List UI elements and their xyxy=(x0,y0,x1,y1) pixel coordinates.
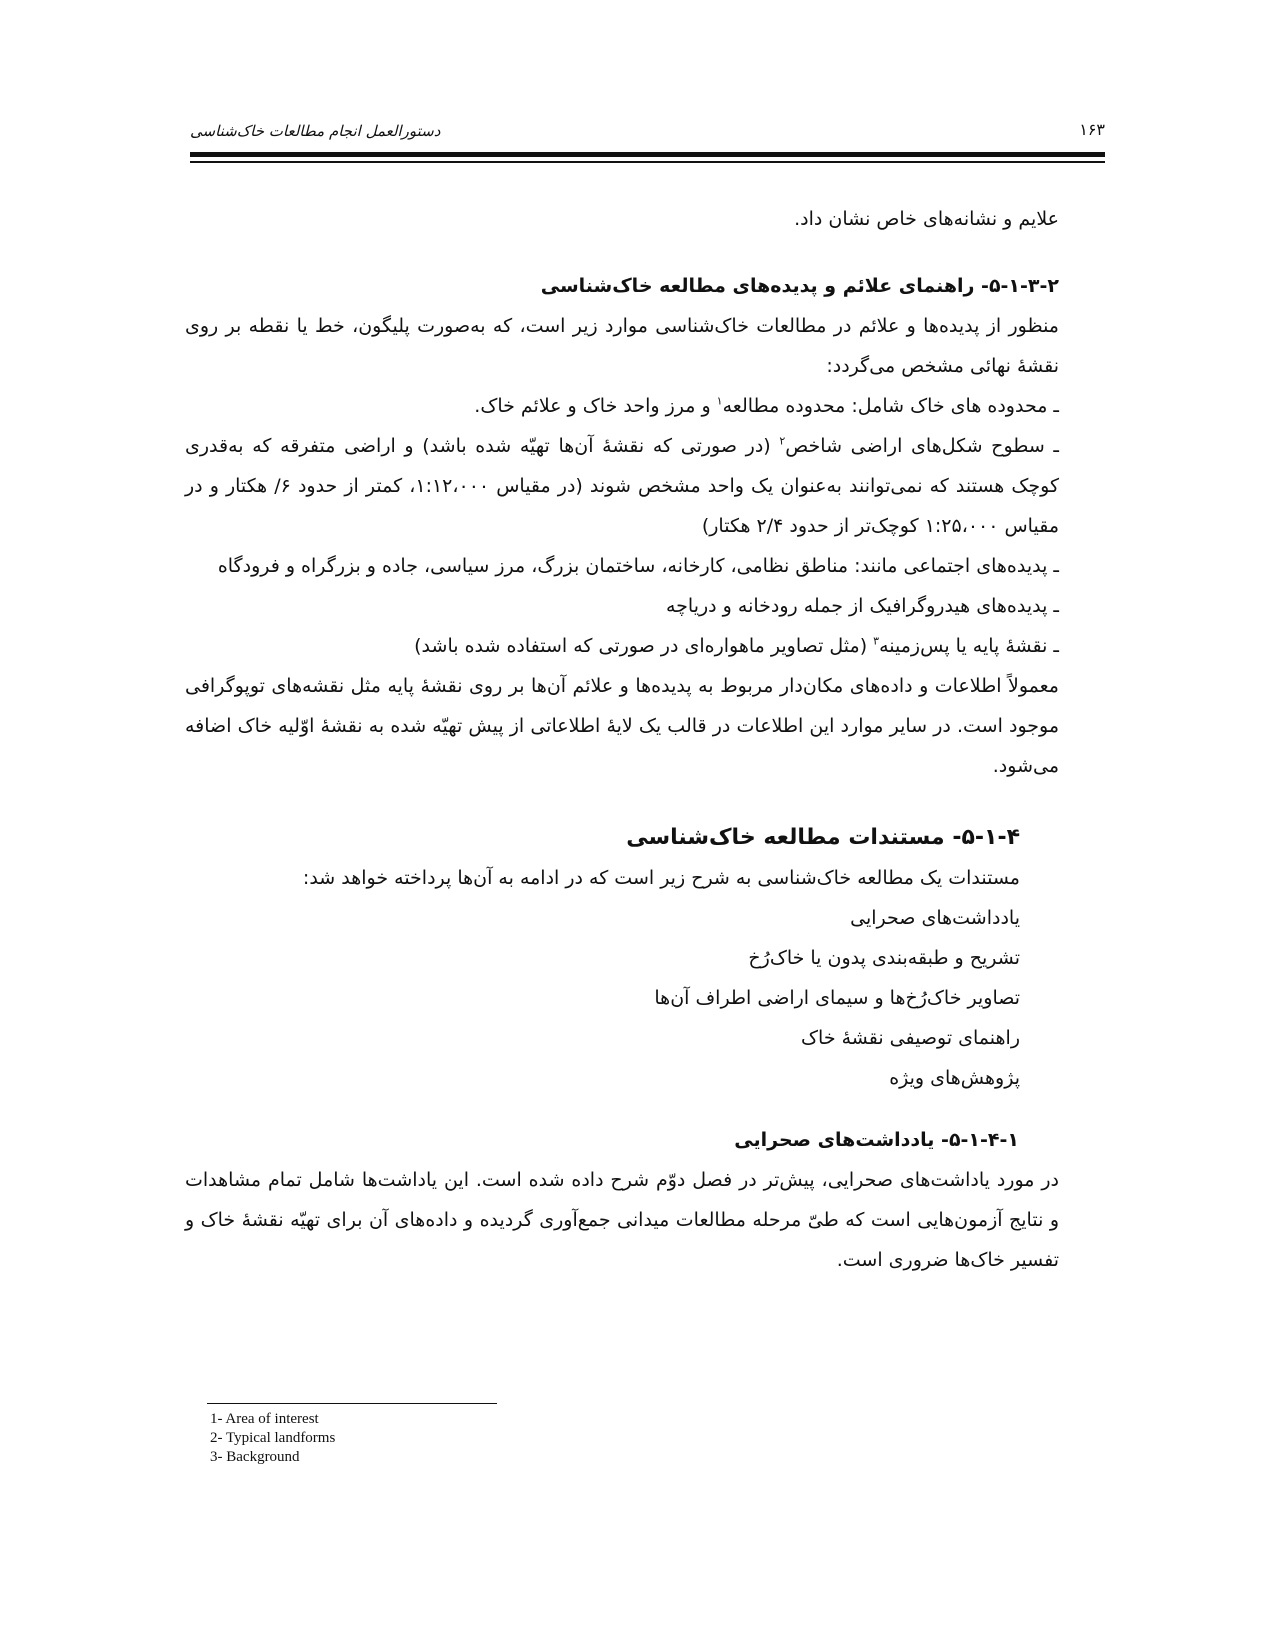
list-item-hydrographic: ـ پدیده‌های هیدروگرافیک از جمله رودخانه و دریاچه xyxy=(665,595,1059,617)
section-1-heading: ۵-۱-۳-۲- راهنمای علائم و پدیده‌های مطالعه خاک‌شناسی xyxy=(540,275,1059,297)
section-2-heading: ۵-۱-۴- مستندات مطالعه خاک‌شناسی xyxy=(626,825,1020,850)
footnote-separator xyxy=(207,1403,497,1404)
section-3-heading: ۵-۱-۴-۱- یادداشت‌های صحرایی xyxy=(734,1129,1019,1151)
list-item-landforms: ـ سطوح شکل‌های اراضی شاخص$^۲$ (در صورتی که نقشهٔ آن‌ها تهیّه شده باشد) و اراضی متفرقه که به‌قدری کوچک هستند که نمی‌توانند به‌عنوان یک واحد مشخص شوند (در مقیاس ۱:۱۲،۰۰۰، کمتر از حدود ۶/ هکتار و در مقیاس ۱:۲۵،۰۰۰ کوچک‌تر از حدود ۲/۴ هکتار) xyxy=(185,434,1059,537)
page-number: ۱۶۳ xyxy=(1079,120,1105,139)
intro-line-block xyxy=(185,199,1059,239)
list-item-social-features: ـ پدیده‌های اجتماعی مانند: مناطق نظامی، کارخانه، ساختمان بزرگ، مرز سیاسی، جاده و بزرگراه و فرودگاه xyxy=(217,555,1059,577)
header-rule-thick xyxy=(190,152,1105,157)
header-rule-thin xyxy=(190,161,1105,163)
section-2-intro: مستندات یک مطالعه خاک‌شناسی به شرح زیر است که در ادامه به آن‌ها پرداخته خواهد شد: xyxy=(302,867,1020,889)
section-2 xyxy=(185,818,1020,1098)
documents-list-item: تشریح و طبقه‌بندی پدون یا خاک‌رُخ xyxy=(748,947,1020,969)
footnotes xyxy=(210,1410,335,1467)
footnote-2: 2- Typical landforms xyxy=(210,1430,336,1446)
list-item-boundaries: ـ محدوده های خاک شامل: محدوده مطالعه$^۱$ و مرز واحد خاک و علائم خاک. xyxy=(474,394,1059,417)
section-1-paragraph: منظور از پدیده‌ها و علائم در مطالعات خاک‌شناسی موارد زیر است، که به‌صورت پلیگون، خط یا نقطه بر روی نقشهٔ نهائی مشخص می‌گردد: xyxy=(185,315,1059,377)
documents-list-item: تصاویر خاک‌رُخ‌ها و سیمای اراضی اطراف آن‌ها xyxy=(654,987,1020,1009)
footnote-ref-1: ۱ xyxy=(716,394,723,408)
list-item-base-map: ـ نقشهٔ پایه یا پس‌زمینه$^۳$ (مثل تصاویر ماهواره‌ای در صورتی که استفاده شده باشد) xyxy=(414,634,1059,657)
section-1-paragraph-2: معمولاً اطلاعات و داده‌های مکان‌دار مربوط به پدیده‌ها و علائم آن‌ها بر روی نقشهٔ پایه مثل نقشه‌های توپوگرافی موجود است. در سایر موارد این اطلاعات در قالب یک لایهٔ اطلاعاتی از پیش تهیّه شده به نقشهٔ اوّلیه خاک اضافه می‌شود. xyxy=(185,675,1059,777)
running-header xyxy=(190,120,1105,146)
documents-list-item: پژوهش‌های ویژه xyxy=(889,1067,1020,1089)
intro-line: علایم و نشانه‌های خاص نشان داد. xyxy=(794,208,1059,230)
documents-list-item: یادداشت‌های صحرایی xyxy=(850,907,1020,929)
documents-list-item: راهنمای توصیفی نقشهٔ خاک xyxy=(801,1027,1020,1049)
footnote-ref-3: ۳ xyxy=(873,634,880,648)
footnote-1: 1- Area of interest xyxy=(210,1411,319,1427)
section-3 xyxy=(185,1120,1059,1280)
footnote-ref-2: ۲ xyxy=(779,434,786,448)
running-title: دستورالعمل انجام مطالعات خاک‌شناسی xyxy=(190,122,441,140)
footnote-3: 3- Background xyxy=(210,1449,300,1465)
section-1 xyxy=(185,266,1059,786)
section-3-paragraph: در مورد یاداشت‌های صحرایی، پیش‌تر در فصل دوّم شرح داده شده است. این یاداشت‌ها شامل تمام مشاهدات و نتایج آزمون‌هایی است که طیّ مرحله مطالعات میدانی جمع‌آوری گردیده و داده‌های آن برای تهیّه نقشهٔ خاک و تفسیر خاک‌ها ضروری است. xyxy=(185,1169,1059,1271)
